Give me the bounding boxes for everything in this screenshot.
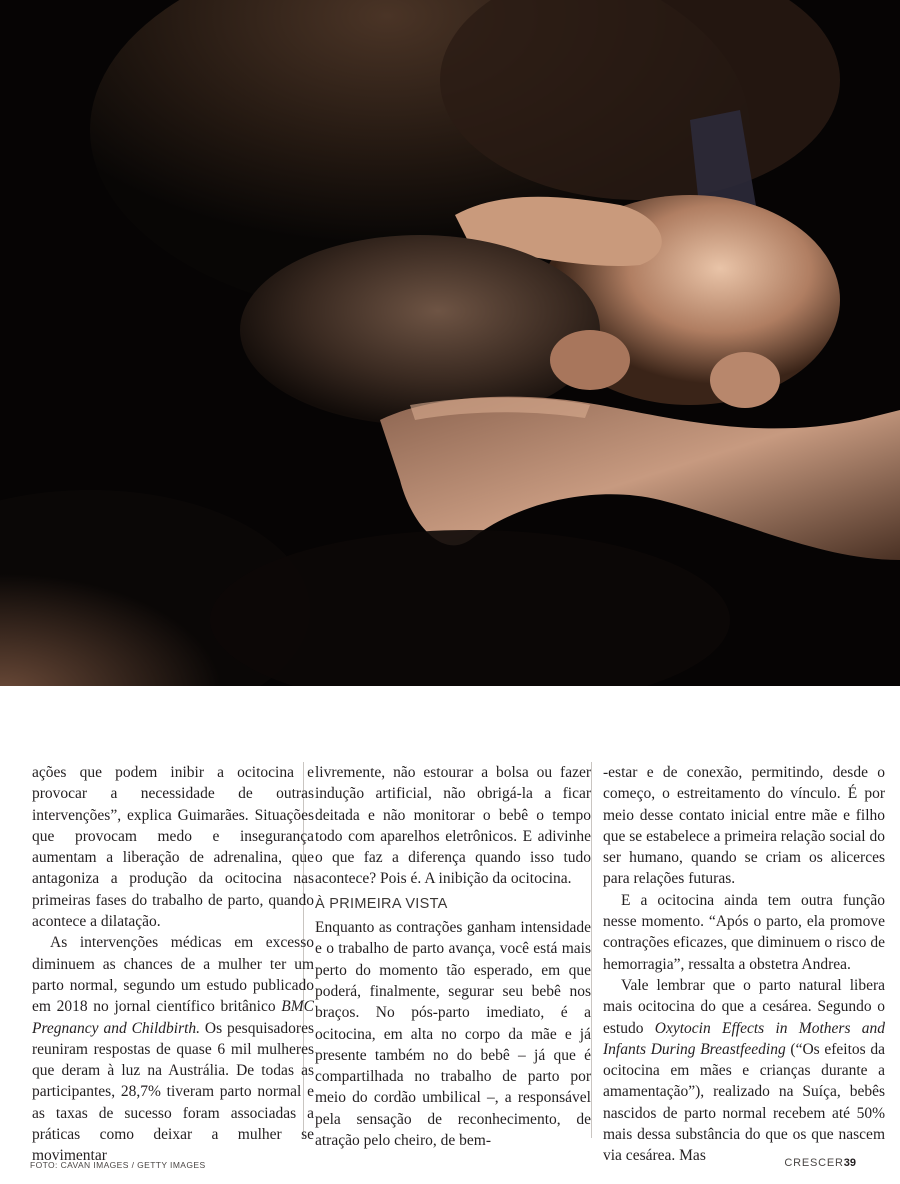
paragraph: E a ocitocina ainda tem outra função nesse momento. “Após o parto, ela promove contrações eficazes, que diminuem o risco de hemorragia”, ressalta a obstetra Andrea. — [603, 891, 885, 973]
paragraph-text: Vale lembrar que o parto natural libera mais ocitocina do que a cesárea. Segundo o estudo — [603, 976, 885, 1037]
paragraph — [32, 932, 314, 1166]
photo-credit: FOTO: CAVAN IMAGES / GETTY IMAGES — [30, 1160, 206, 1170]
paragraph: -estar e de conexão, permitindo, desde o começo, o estreitamento do vínculo. É por meio desse contato inicial entre mãe e filho que se estabelece a primeira relação social do ser humano, quando se criam os alicerces para relações futuras. — [603, 764, 885, 888]
column-divider — [591, 762, 592, 1138]
paragraph-text: Os pesquisadores reuniram respostas de quase 6 mil mulheres que deram à luz na Austrália. De todas as participantes, 28,7% tiveram parto normal e as taxas de sucesso foram associadas a práticas como deixar a mulher se movimentar — [32, 1019, 314, 1165]
paragraph-text: (“Os efeitos da ocitocina em mães e crianças durante a amamentação”), realizado na Suíça, bebês nascidos de parto normal recebem até 50% mais dessa substância do que os que nascem via cesárea. Mas — [603, 1040, 885, 1165]
section-subhead: À PRIMEIRA VISTA — [315, 895, 448, 912]
article-column-2 — [315, 762, 591, 1150]
article-column-1 — [32, 762, 314, 1165]
page-folio — [784, 1157, 856, 1169]
paragraph-text: As intervenções médicas em excesso diminuem as chances de a mulher ter um parto normal, segundo um estudo publicado em 2018 no jornal científico britânico — [32, 934, 314, 1016]
paragraph — [603, 975, 885, 1167]
journal-name: BMC Pregnancy and Childbirth. — [32, 998, 314, 1037]
paragraph: ações que podem inibir a ocitocina e provocar a necessidade de outras intervenções”, explica Guimarães. Situações que provocam medo e insegurança aumentam a liberação de adrenalina, que antagoniza a produção da ocitocina nas primeiras fases do trabalho de parto, quando acontece a dilatação. — [32, 764, 314, 931]
study-title: Oxytocin Effects in Mothers and Infants During Breastfeeding — [603, 1019, 886, 1058]
paragraph: livremente, não estourar a bolsa ou fazer indução artificial, não obrigá-la a ficar deitada e não monitorar o bebê o tempo todo com aparelhos eletrônicos. E adivinhe o que faz a diferença quando isso tudo acontece? Pois é. A inibição da ocitocina. — [315, 764, 591, 888]
magazine-name: CRESCER — [784, 1157, 844, 1169]
page-number: 39 — [843, 1157, 856, 1169]
paragraph: Enquanto as contrações ganham intensidade e o trabalho de parto avança, você está mais perto do momento tão esperado, em que poderá, finalmente, segurar seu bebê nos braços. No pós-parto imediato, é a ocitocina, em alta no corpo da mãe e já presente também no do bebê – já que é compartilhada no trabalho de parto por meio do cordão umbilical –, a responsável pela sensação de reconhecimento, de atração pelo cheiro, de bem- — [315, 919, 591, 1150]
